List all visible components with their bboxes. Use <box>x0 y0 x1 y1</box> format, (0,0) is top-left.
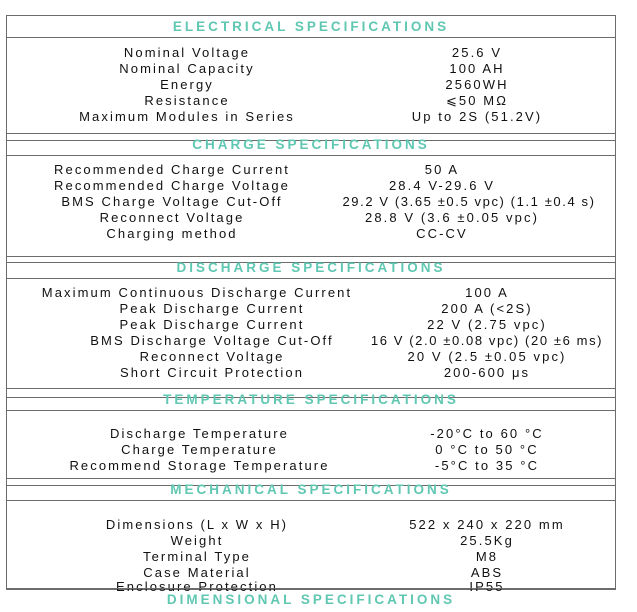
spec-row <box>7 109 615 125</box>
discharge-section <box>6 256 616 398</box>
spec-value: CC-CV <box>416 226 468 241</box>
spec-label: Nominal Capacity <box>119 61 255 76</box>
spec-value: ABS <box>470 565 504 580</box>
spec-value: M8 <box>475 549 499 564</box>
spec-row <box>7 93 615 109</box>
spec-value: 25.5Kg <box>460 533 514 548</box>
charge-section-title: CHARGE SPECIFICATIONS <box>7 134 615 156</box>
spec-value: 28.4 V-29.6 V <box>388 178 496 193</box>
spec-label: Terminal Type <box>143 549 251 564</box>
spec-row <box>7 285 615 301</box>
mechanical-section <box>6 478 616 594</box>
spec-label: Recommend Storage Temperature <box>69 458 330 473</box>
spec-label: Reconnect Voltage <box>99 210 245 225</box>
spec-value: ⩽50 MΩ <box>445 93 509 108</box>
spec-value: 29.2 V (3.65 ±0.5 vpc) (1.1 ±0.4 s) <box>342 194 596 209</box>
spec-value: 50 A <box>424 162 460 177</box>
spec-label: Energy <box>160 77 214 92</box>
spec-label: Case Material <box>143 565 251 580</box>
spec-label: Charging method <box>106 226 238 241</box>
spec-row <box>7 426 615 442</box>
spec-label: BMS Discharge Voltage Cut-Off <box>90 333 334 348</box>
spec-row <box>7 77 615 93</box>
spec-row <box>7 365 615 381</box>
spec-label: Discharge Temperature <box>110 426 289 441</box>
spec-value: -5°C to 35 °C <box>434 458 540 473</box>
spec-value: 25.6 V <box>451 45 503 60</box>
spec-label: Enclosure Protection <box>116 579 278 594</box>
spec-value: 100 A <box>465 285 509 300</box>
spec-row <box>7 458 615 474</box>
electrical-section-title: ELECTRICAL SPECIFICATIONS <box>7 16 615 38</box>
electrical-section <box>6 15 616 141</box>
spec-row <box>7 533 615 549</box>
temperature-section-title: TEMPERATURE SPECIFICATIONS <box>7 389 615 411</box>
spec-row <box>7 517 615 533</box>
spec-label: Maximum Modules in Series <box>79 109 295 124</box>
discharge-section-title: DISCHARGE SPECIFICATIONS <box>7 257 615 279</box>
spec-label: Charge Temperature <box>121 442 278 457</box>
spec-label: Maximum Continuous Discharge Current <box>41 285 353 300</box>
spec-value: 22 V (2.75 vpc) <box>427 317 547 332</box>
spec-row <box>7 333 615 349</box>
next-section-title: DIMENSIONAL SPECIFICATIONS <box>166 592 456 607</box>
spec-label: Peak Discharge Current <box>119 317 305 332</box>
spec-row <box>7 442 615 458</box>
spec-row <box>7 61 615 77</box>
spec-sheet <box>6 12 618 612</box>
spec-row <box>7 317 615 333</box>
spec-value: 20 V (2.5 ±0.05 vpc) <box>407 349 567 364</box>
spec-value: 522 x 240 x 220 mm <box>409 517 565 532</box>
spec-row <box>7 226 615 242</box>
spec-row <box>7 194 615 210</box>
mechanical-section-title: MECHANICAL SPECIFICATIONS <box>7 479 615 501</box>
spec-value: Up to 2S (51.2V) <box>411 109 543 124</box>
spec-label: Recommended Charge Voltage <box>54 178 290 193</box>
spec-label: Peak Discharge Current <box>119 301 305 316</box>
spec-value: 0 °C to 50 °C <box>435 442 539 457</box>
spec-label: Short Circuit Protection <box>119 365 305 380</box>
temperature-section <box>6 388 616 486</box>
spec-value: 2560WH <box>445 77 509 92</box>
next-section-edge <box>6 588 616 607</box>
spec-label: Nominal Voltage <box>123 45 251 60</box>
spec-label: BMS Charge Voltage Cut-Off <box>61 194 283 209</box>
spec-label: Recommended Charge Current <box>54 162 290 177</box>
spec-value: 28.8 V (3.6 ±0.05 vpc) <box>364 210 540 225</box>
spec-row <box>7 301 615 317</box>
spec-label: Reconnect Voltage <box>139 349 285 364</box>
spec-row <box>7 162 615 178</box>
spec-row <box>7 45 615 61</box>
spec-value: 100 AH <box>449 61 505 76</box>
spec-row <box>7 549 615 565</box>
spec-row <box>7 178 615 194</box>
spec-label: Resistance <box>144 93 230 108</box>
charge-section <box>6 133 616 263</box>
spec-row <box>7 349 615 365</box>
spec-value: 16 V (2.0 ±0.08 vpc) (20 ±6 ms) <box>370 333 604 348</box>
spec-row <box>7 210 615 226</box>
spec-value: 200-600 μs <box>443 365 531 380</box>
spec-value: -20°C to 60 °C <box>430 426 544 441</box>
spec-value: 200 A (<2S) <box>441 301 533 316</box>
spec-value: IP55 <box>469 579 505 594</box>
spec-label: Dimensions (L x W x H) <box>105 517 289 532</box>
spec-label: Weight <box>170 533 224 548</box>
